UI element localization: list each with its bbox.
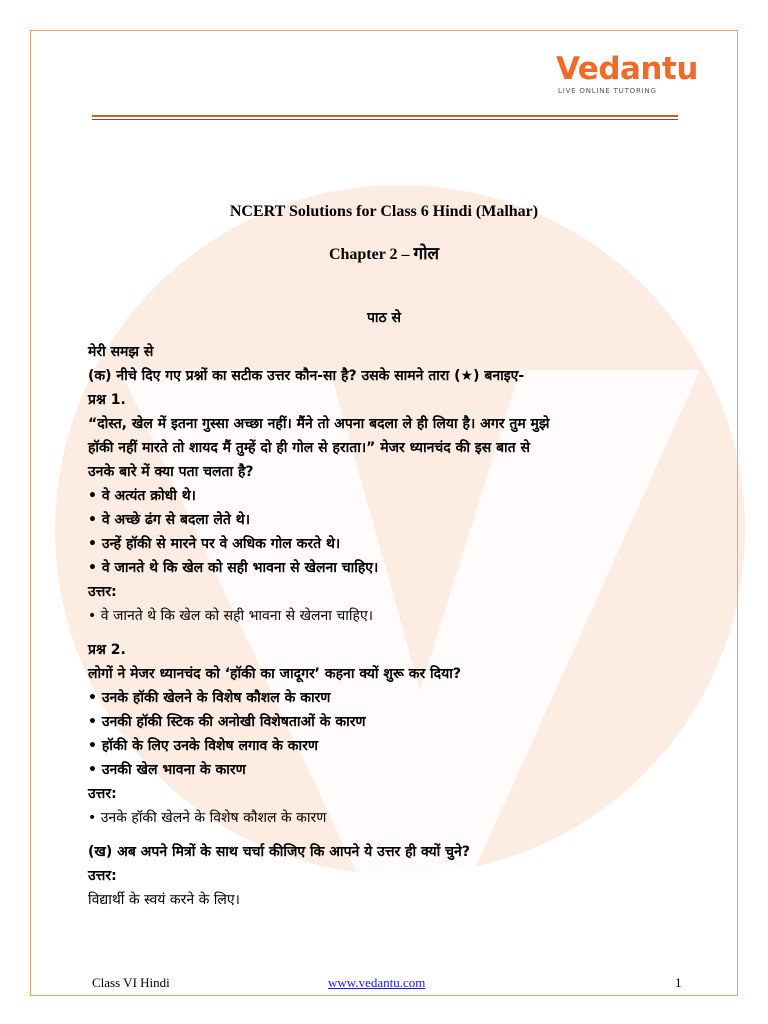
header-rule xyxy=(92,115,678,117)
answer-b: विद्यार्थी के स्वयं करने के लिए। xyxy=(88,892,240,908)
question-1-option: • उन्हें हॉकी से मारने पर वे अधिक गोल करते थे। xyxy=(88,536,341,552)
answer-label: उत्तर: xyxy=(88,584,117,600)
logo-tagline: LIVE ONLINE TUTORING xyxy=(558,87,657,95)
question-2-answer: • उनके हॉकी खेलने के विशेष कौशल के कारण xyxy=(88,810,327,826)
chapter-heading xyxy=(0,241,768,264)
subsection-heading: मेरी समझ से xyxy=(88,344,154,360)
question-1-label: प्रश्न 1. xyxy=(88,392,126,408)
question-1-option: • वे अत्यंत क्रोधी थे। xyxy=(88,488,196,504)
logo-wordmark: Vedantu xyxy=(556,51,698,87)
content-body xyxy=(88,340,688,912)
instruction-b: (ख) अब अपने मित्रों के साथ चर्चा कीजिए कि आपने ये उत्तर ही क्यों चुने? xyxy=(88,844,470,860)
question-2-option: • उनकी खेल भावना के कारण xyxy=(88,762,246,778)
question-2-option: • हॉकी के लिए उनके विशेष लगाव के कारण xyxy=(88,738,318,754)
footer-website-link[interactable]: www.vedantu.com xyxy=(328,975,426,990)
page-number: 1 xyxy=(675,975,682,990)
answer-label: उत्तर: xyxy=(88,868,117,884)
question-1-option: • वे जानते थे कि खेल को सही भावना से खेलना चाहिए। xyxy=(88,560,379,576)
chapter-prefix: Chapter 2 – xyxy=(328,246,414,263)
vedantu-logo xyxy=(556,51,698,95)
chapter-name: गोल xyxy=(413,244,440,264)
question-1-option: • वे अच्छे ढंग से बदला लेते थे। xyxy=(88,512,251,528)
question-1-text-line: उनके बारे में क्या पता चलता है? xyxy=(88,464,254,480)
question-1-text-line: हॉकी नहीं मारते तो शायद मैं तुम्हें दो ही गोल से हराता।” मेजर ध्यानचंद की इस बात से xyxy=(88,440,531,456)
answer-label: उत्तर: xyxy=(88,786,117,802)
question-2-option: • उनके हॉकी खेलने के विशेष कौशल के कारण xyxy=(88,690,331,706)
question-1-answer: • वे जानते थे कि खेल को सही भावना से खेलना चाहिए। xyxy=(88,608,374,624)
question-1-text-line: “दोस्त, खेल में इतना गुस्सा अच्छा नहीं। मैंने तो अपना बदला ले ही लिया है। अगर तुम मुझे xyxy=(88,416,550,432)
header-rule-thin xyxy=(92,119,678,120)
footer-class-label: Class VI Hindi xyxy=(92,975,170,990)
question-2-option: • उनकी हॉकी स्टिक की अनोखी विशेषताओं के कारण xyxy=(88,714,366,730)
instruction-a: (क) नीचे दिए गए प्रश्नों का सटीक उत्तर कौन-सा है? उसके सामने तारा (★) बनाइए- xyxy=(88,368,525,384)
question-2-label: प्रश्न 2. xyxy=(88,642,126,658)
question-2-text: लोगों ने मेजर ध्यानचंद को ‘हॉकी का जादूगर’ कहना क्यों शुरू कर दिया? xyxy=(88,666,461,682)
section-heading: पाठ से xyxy=(366,310,402,326)
document-title: NCERT Solutions for Class 6 Hindi (Malhar) xyxy=(229,203,539,220)
